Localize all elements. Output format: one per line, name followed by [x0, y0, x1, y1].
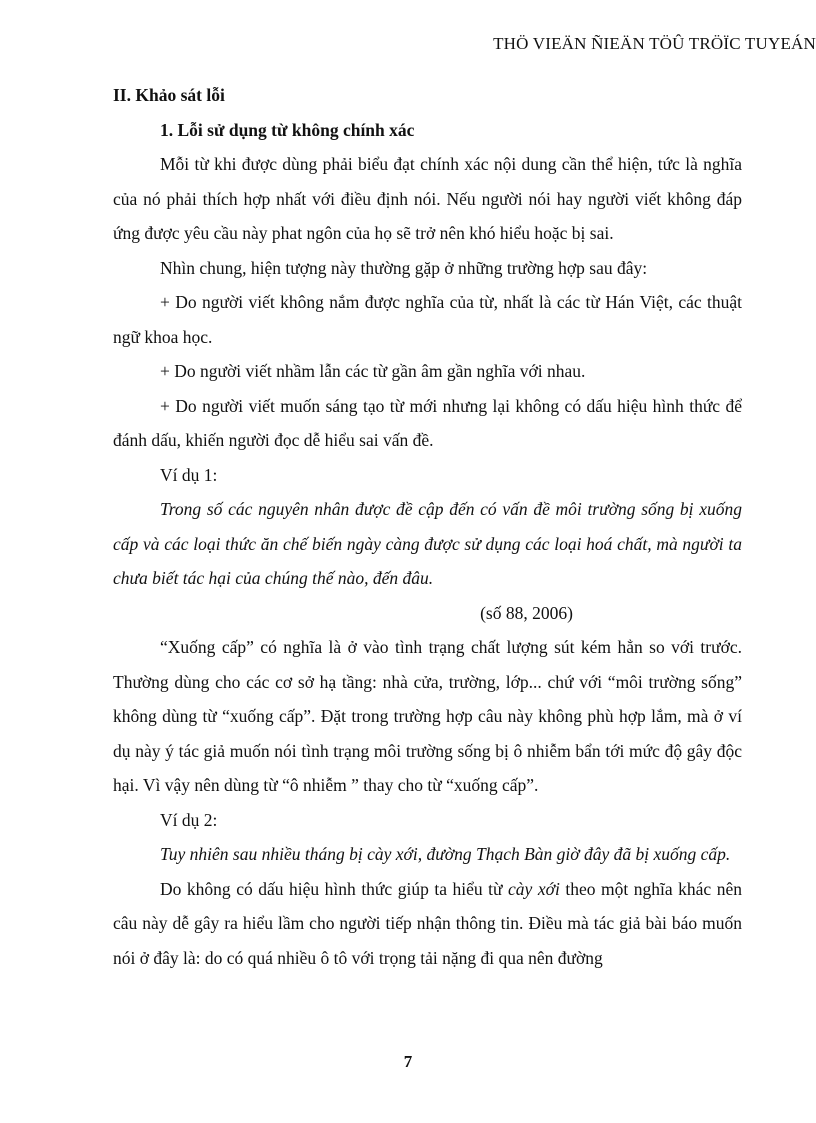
paragraph-analysis-1: “Xuống cấp” có nghĩa là ở vào tình trạng chất lượng sút kém hẳn so với trước. Thường dùng cho các cơ sở hạ tầng: nhà cửa, trường, lớp... chứ với “môi trường sống” không dùng từ “xuống cấp”. Đặt trong trường hợp câu này không phù hợp lắm, mà ở ví dụ này ý tác giả muốn nói tình trạng môi trường sống bị ô nhiễm bẩn tới mức độ gây độc hại. Vì vậy nên dùng từ “ô nhiễm ” thay cho từ “xuống cấp”.	[113, 637, 742, 795]
paragraph-intro: Mỗi từ khi được dùng phải biểu đạt chính xác nội dung cần thể hiện, tức là nghĩa của nó phải thích hợp nhất với điều định nói. Nếu người nói hay người viết không đáp ứng được yêu cầu này phat ngôn của họ sẽ trở nên khó hiểu hoặc bị sai.	[113, 154, 742, 243]
example-1-source: (số 88, 2006)	[480, 602, 573, 623]
bullet-item-1: + Do người viết không nắm được nghĩa của từ, nhất là các từ Hán Việt, các thuật ngữ khoa học.	[113, 292, 742, 347]
subsection-title: 1. Lỗi sử dụng từ không chính xác	[160, 119, 415, 140]
example-2-quote: Tuy nhiên sau nhiều tháng bị cày xới, đường Thạch Bàn giờ đây đã bị xuống cấp.	[160, 844, 731, 864]
analysis-2-text-start: Do không có dấu hiệu hình thức giúp ta hiểu từ	[160, 878, 509, 899]
document-body	[113, 78, 742, 975]
analysis-2-text-end: theo một nghĩa khác nên câu này dễ gây ra hiểu lầm cho người tiếp nhận thông tin. Điều mà tác giả bài báo muốn nói ở đây là: do có quá nhiều ô tô với trọng tải nặng đi qua nên đường	[113, 878, 742, 968]
analysis-2-italic-term: cày xới	[508, 878, 560, 899]
paragraph-analysis-2	[113, 872, 742, 976]
example-1-label: Ví dụ 1:	[160, 464, 218, 485]
section-title: II. Khảo sát lỗi	[113, 85, 225, 105]
bullet-item-2: + Do người viết nhầm lẫn các từ gần âm gần nghĩa với nhau.	[160, 361, 586, 381]
page-number: 7	[403, 1052, 413, 1071]
example-1-quote: Trong số các nguyên nhân được đề cập đến có vấn đề môi trường sống bị xuống cấp và các loại thức ăn chế biến ngày càng được sử dụng các loại hoá chất, mà người ta chưa biết tác hại của chúng thế nào, đến đâu.	[113, 499, 742, 588]
bullet-item-3: + Do người viết muốn sáng tạo từ mới nhưng lại không có dấu hiệu hình thức để đánh dấu, khiến người đọc dễ hiểu sai vấn đề.	[113, 395, 742, 450]
running-header: THÖ VIEÄN ÑIEÄN TÖÛ TRÖÏC TUYEÁN	[493, 34, 816, 53]
paragraph-overview: Nhìn chung, hiện tượng này thường gặp ở những trường hợp sau đây:	[160, 257, 648, 278]
example-2-label: Ví dụ 2:	[160, 809, 218, 830]
